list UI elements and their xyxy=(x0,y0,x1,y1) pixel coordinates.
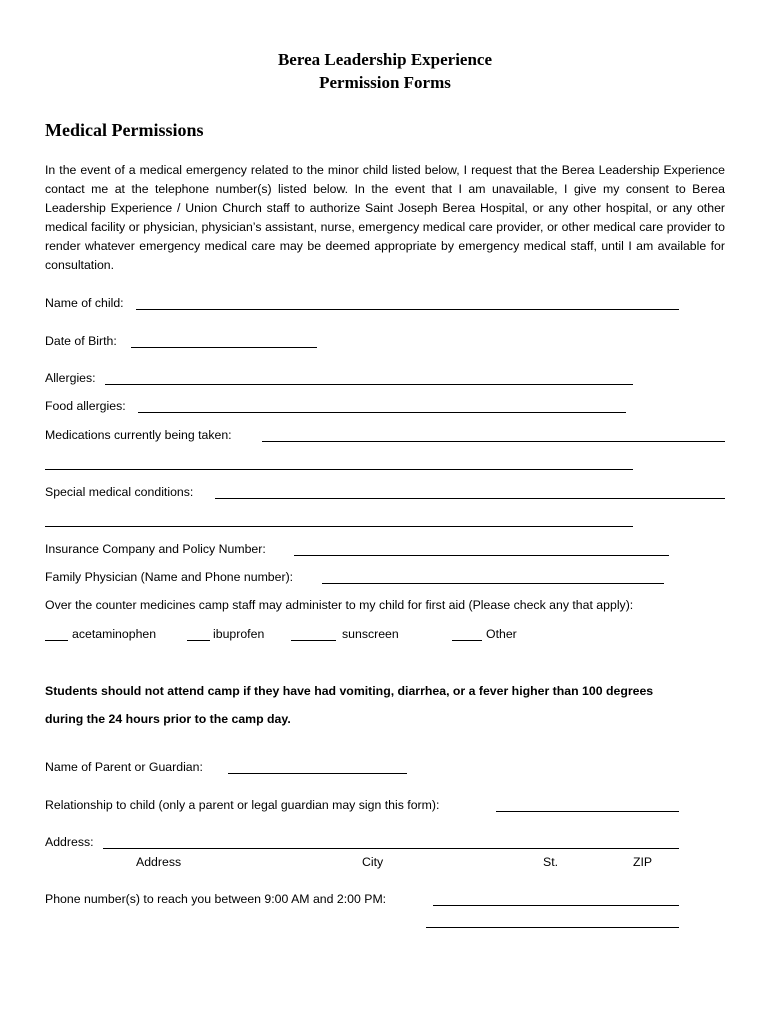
insurance-label: Insurance Company and Policy Number: xyxy=(45,542,266,556)
relationship-label: Relationship to child (only a parent or legal guardian may sign this form): xyxy=(45,798,440,812)
otc-prompt: Over the counter medicines camp staff may administer to my child for first aid (Please check any that apply): xyxy=(45,598,634,612)
health-notice-line1: Students should not attend camp if they have had vomiting, diarrhea, or a fever higher than 100 degrees xyxy=(45,684,654,698)
special-conditions-label: Special medical conditions: xyxy=(45,485,194,499)
address-field[interactable] xyxy=(103,848,679,849)
special-conditions-field-continued[interactable] xyxy=(45,526,633,527)
sunscreen-label: sunscreen xyxy=(342,627,399,641)
relationship-field[interactable] xyxy=(496,811,679,812)
allergies-label: Allergies: xyxy=(45,371,96,385)
guardian-name-field[interactable] xyxy=(228,773,407,774)
state-caption: St. xyxy=(543,855,559,869)
other-label: Other xyxy=(486,627,517,641)
other-checkbox[interactable] xyxy=(452,640,482,641)
child-name-label: Name of child: xyxy=(45,296,124,310)
insurance-field[interactable] xyxy=(294,555,669,556)
acetaminophen-checkbox[interactable] xyxy=(45,640,68,641)
phone-label: Phone number(s) to reach you between 9:00 AM and 2:00 PM: xyxy=(45,892,387,906)
address-label: Address: xyxy=(45,835,94,849)
physician-label: Family Physician (Name and Phone number): xyxy=(45,570,294,584)
phone-field[interactable] xyxy=(433,905,679,906)
special-conditions-field[interactable] xyxy=(215,498,725,499)
form-subtitle: Permission Forms xyxy=(319,73,451,92)
sunscreen-checkbox[interactable] xyxy=(291,640,336,641)
medications-field[interactable] xyxy=(262,441,725,442)
guardian-name-label: Name of Parent or Guardian: xyxy=(45,760,203,774)
form-title: Berea Leadership Experience xyxy=(277,50,493,69)
allergies-field[interactable] xyxy=(105,384,633,385)
ibuprofen-label: ibuprofen xyxy=(213,627,265,641)
address-caption: Address xyxy=(136,855,182,869)
dob-label: Date of Birth: xyxy=(45,334,117,348)
section-heading: Medical Permissions xyxy=(45,120,204,140)
health-notice-line2: during the 24 hours prior to the camp day. xyxy=(45,712,291,726)
acetaminophen-label: acetaminophen xyxy=(72,627,157,641)
physician-field[interactable] xyxy=(322,583,664,584)
zip-caption: ZIP xyxy=(633,855,653,869)
city-caption: City xyxy=(362,855,384,869)
intro-paragraph: In the event of a medical emergency related to the minor child listed below, I request that the Berea Leadership Experience contact me at the telephone number(s) listed below. In the event that I am unavailable, I give my consent to Berea Leadership Experience / Union Church staff to authorize Saint Joseph Berea Hospital, or any other hospital, or any other medical facility or physician, physician’s assistant, nurse, emergency medical care provider, or other medical care provider to render whatever emergency medical care may be deemed appropriate by emergency medical staff, until I am available for consultation. xyxy=(45,163,725,272)
medications-label: Medications currently being taken: xyxy=(45,428,232,442)
medications-field-continued[interactable] xyxy=(45,469,633,470)
food-allergies-label: Food allergies: xyxy=(45,399,126,413)
food-allergies-field[interactable] xyxy=(138,412,626,413)
child-name-field[interactable] xyxy=(136,309,679,310)
phone-field-secondary[interactable] xyxy=(426,927,679,928)
ibuprofen-checkbox[interactable] xyxy=(187,640,210,641)
dob-field[interactable] xyxy=(131,347,317,348)
